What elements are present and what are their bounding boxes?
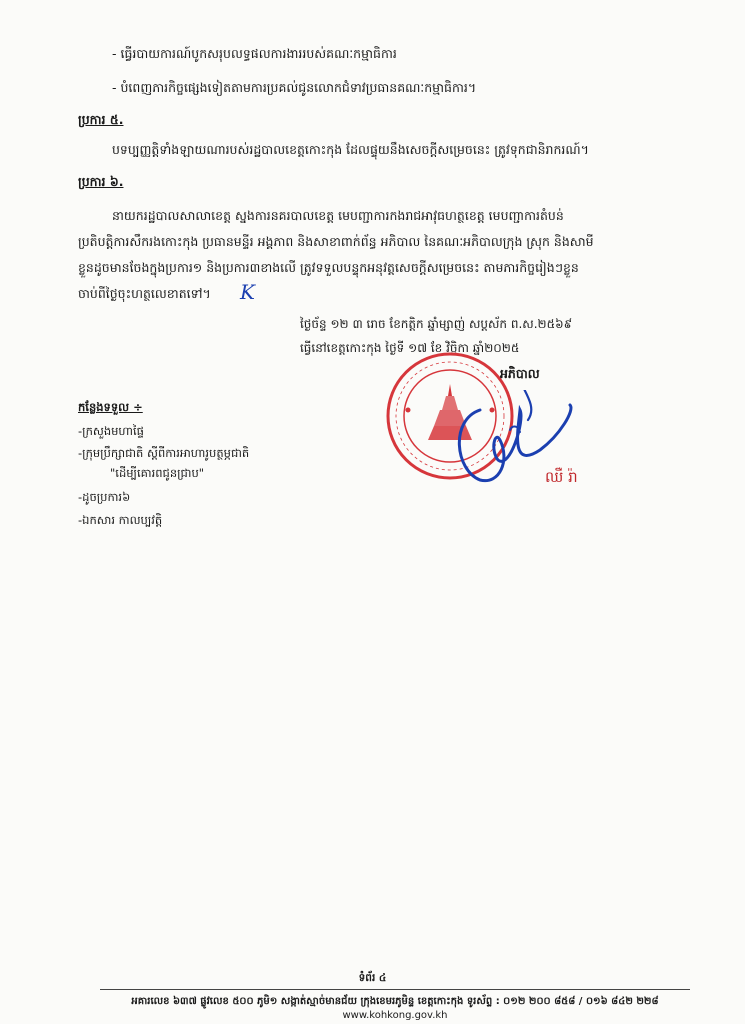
- article-5-heading: ប្រការ ៥.: [78, 112, 124, 127]
- cc-item: "ដើម្បីគោរពជូនជ្រាប": [110, 466, 205, 480]
- cc-item: -ដូចប្រការ៦: [78, 490, 131, 504]
- article-6-line: នាយករដ្ឋបាលសាលាខេត្ត ស្នងការនគរបាលខេត្ត មេបញ្ជាការកងរាជអាវុធហត្ថខេត្ត មេបញ្ជាការតំបន់: [112, 208, 564, 223]
- signer-title: អភិបាល: [500, 366, 540, 381]
- article-6-line: ខ្លួនដូចមានចែងក្នុងប្រការ១ និងប្រការ៣ខាងលើ ត្រូវទទួលបន្ទុកអនុវត្តសេចក្តីសម្រេចនេះ តាមភារកិច្ចរៀងៗខ្លួន: [78, 260, 579, 275]
- initial-mark: K: [240, 280, 255, 304]
- footer-address: អគារលេខ ៦៣៧ ផ្លូវលេខ ៥០០ ភូមិ១ សង្កាត់ស្មាច់មានជ័យ ក្រុងខេមរភូមិន្ទ ខេត្តកោះកុង ទូរស័ព្ទ : ០១២ ២០០ ៨៥៨ / ០១៦ ៨៤២ ២២៨: [131, 996, 659, 1007]
- footer-divider: [100, 989, 690, 990]
- cc-heading: កន្លែងទទួល ÷: [78, 400, 143, 414]
- page-number: ទំព័រ ៤: [358, 972, 387, 984]
- footer-website: www.kohkong.gov.kh: [342, 1010, 448, 1021]
- cc-item: -ក្រសួងមហាផ្ទៃ: [78, 424, 144, 438]
- cc-item: -ក្រុមប្រឹក្សាជាតិ ស្តីពីការអាហារូបត្ថម្ភជាតិ: [78, 446, 250, 460]
- article-5-text: បទប្បញ្ញត្តិទាំងឡាយណារបស់រដ្ឋបាលខេត្តកោះកុង ដែលផ្ទុយនឹងសេចក្តីសម្រេចនេះ ត្រូវទុកជានិរាករណ៍។: [112, 142, 589, 157]
- signer-name: ឈឺ រ៉ា: [545, 468, 578, 486]
- cc-item: -ឯកសារ កាលប្បវត្តិ: [78, 513, 163, 527]
- bullet-item: - ធ្វើរបាយការណ៍បូកសរុបលទ្ធផលការងាររបស់គណៈកម្មាធិការ: [112, 46, 397, 61]
- article-6-heading: ប្រការ ៦.: [78, 174, 124, 189]
- lunar-date: ថ្ងៃច័ន្ទ ១២ ៣ រោច ខែកត្តិក ឆ្នាំម្សាញ់ សប្តស័ក ព.ស.២៥៦៩: [300, 317, 573, 331]
- bullet-item: - បំពេញភារកិច្ចផ្សេងទៀតតាមការប្រគល់ជូនលោកជំទាវប្រធានគណៈកម្មាធិការ។: [112, 80, 477, 95]
- solar-date: ធ្វើនៅខេត្តកោះកុង ថ្ងៃទី ១៧ ខែ វិច្ឆិកា ឆ្នាំ២០២៥: [300, 341, 520, 355]
- article-6-line: ចាប់ពីថ្ងៃចុះហត្ថលេខាតទៅ។: [78, 286, 211, 301]
- article-6-line: ប្រតិបត្តិការសឹករងកោះកុង ប្រធានមន្ទីរ អង្គភាព និងសាខាពាក់ព័ន្ធ អភិបាល នៃគណៈអភិបាលក្រុង ស្រុក និងសាមី: [78, 234, 594, 249]
